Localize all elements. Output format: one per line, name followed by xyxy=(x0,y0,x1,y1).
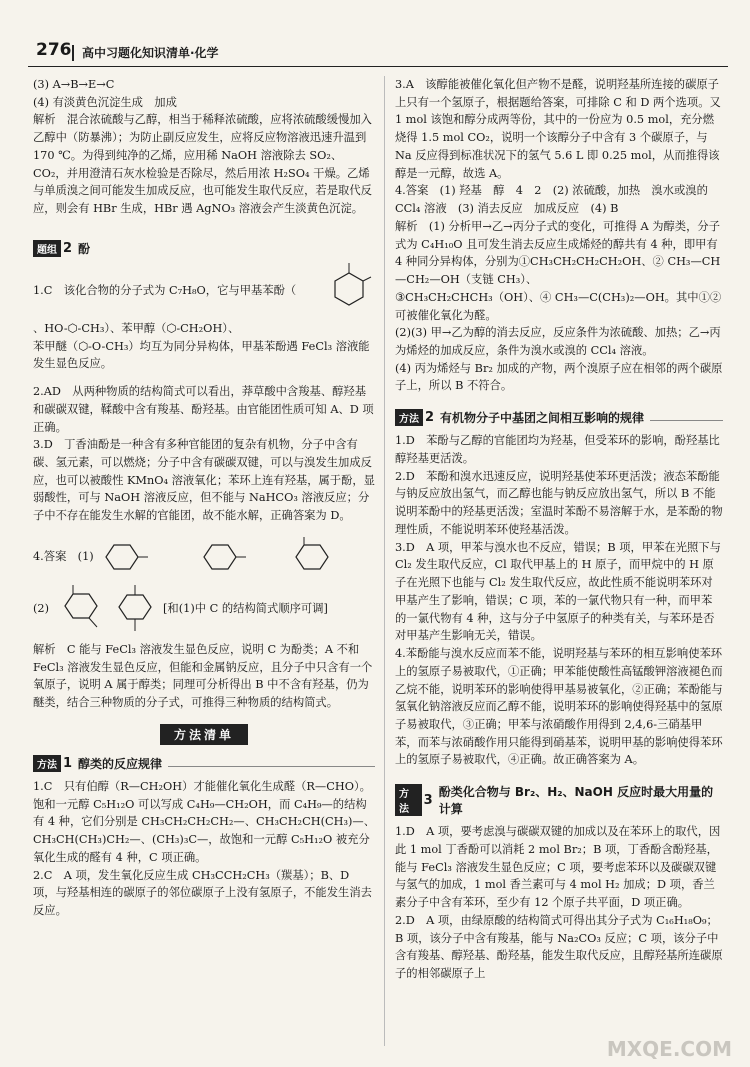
method-heading xyxy=(395,783,723,817)
answer-label: (2) xyxy=(33,602,50,616)
answer-1-row xyxy=(33,263,375,318)
method-number: 2 xyxy=(425,410,435,426)
answer-text: 1.C 该化合物的分子式为 C₇H₈O，它与甲基苯酚（ xyxy=(33,283,297,297)
method-heading xyxy=(395,409,723,426)
text-line: (3) A→B→E→C xyxy=(33,78,115,91)
answer-text: 2.D A 项，由绿原酸的结构简式可得出其分子式为 C₁₆H₁₈O₉；B 项，该分子中含有羧基，能与 Na₂CO₃ 反应；C 项，该分子中含有羧基、醇羟基、酚羟基，能发生取代反应，且醇羟基所连碳原子的相邻碳原子上 xyxy=(395,913,723,981)
answer-text: 3.D 丁香油酚是一种含有多种官能团的复杂有机物，分子中含有碳、氢元素，可以燃烧；分子中含有碳碳双键，可以与溴发生加成反应，也可以被酸性 KMnO₄ 溶液氧化；苯环上连有羟基，属于酚，显弱酸性，可与 NaOH 溶液反应，但不能与 NaHCO₃ 溶液反应；分子中不存在能发生水解的官能团，故不能水解，正确答案为 D。 xyxy=(33,438,375,523)
text-line: (4) 有淡黄色沉淀生成 加成 xyxy=(33,95,177,109)
topic-title: 酚 xyxy=(78,241,91,256)
answer-text: 、HO-⬡-CH₃）、苯甲醇（⬡-CH₂OH）、 xyxy=(33,321,240,335)
answer-4-row-1 xyxy=(33,537,375,577)
method-title: 酚类化合物与 Br₂、H₂、NaOH 反应时最大用量的计算 xyxy=(438,785,714,817)
methylphenol-structure xyxy=(315,263,375,318)
page-header xyxy=(28,40,728,67)
topic-heading xyxy=(33,240,375,257)
analysis-paragraph: (4) 丙为烯烃与 Br₂ 加成的产物，两个溴原子应在相邻的两个碳原子上，所以 B 不符合。 xyxy=(395,361,723,393)
m-cresol-structure xyxy=(57,581,107,636)
header-separator xyxy=(72,45,74,61)
left-column xyxy=(33,76,375,920)
answer-text: 1.C 只有伯醇（R—CH₂OH）才能催化氧化生成醛（R—CHO）。饱和一元醇 C₅H₁₂O 可以写成 C₄H₉—CH₂OH，而 C₄H₉—的结构有 4 种，它们分别是 CH₃CH₂CH₂CH₂—、CH₃CH₂CH(CH₃)—、CH₃CH(CH₃)CH₂—、(CH₃)₃C—，故饱和一元醇 C₅H₁₂O 被充分氧化生成的醛有 4 种，C 项正确。 xyxy=(33,779,376,864)
answer-text: 2.AD 从两种物质的结构简式可以看出，莽草酸中含羧基、醇羟基和碳碳双键，鞣酸中含有羧基、酚羟基。由官能团性质可知 A、D 项正确。 xyxy=(33,385,374,434)
method-tag: 方法 xyxy=(395,784,422,816)
answer-text: 3.A 该醇能被催化氧化但产物不是醛，说明羟基所连接的碳原子上只有一个氢原子，根据题给答案，可排除 C 和 D 两个选项。又 1 mol 该饱和醇分成两等份，其中的一份应为 0.5 mol，充分燃烧得 1.5 mol CO₂，说明一个该醇分子中含有 3 个碳原子，与 Na 反应得到标准状况下的氢气 5.6 L 即 0.25 mol，从而推得该醇是一元醇，故选 A。 xyxy=(395,78,721,180)
answer-text: 1.D A 项，要考虑溴与碳碳双键的加成以及在苯环上的取代，因此 1 mol 丁香酚可以消耗 2 mol Br₂；B 项，丁香酚含酚羟基，能与 FeCl₃ 溶液发生显色反应；C 项，要考虑苯环以及碳碳双键与氢气的加成，1 mol 香兰素可与 4 mol H₂ 加成；D 项，香兰素分子中含有苯环，至少有 12 个原子共平面，D 项正确。 xyxy=(395,825,721,910)
method-tag: 方法 xyxy=(395,409,423,426)
answer-note: [和(1)中 C 的结构简式顺序可调] xyxy=(163,602,328,616)
topic-tag: 题组 xyxy=(33,240,61,257)
answer-text: 4.苯酚能与溴水反应而苯不能，说明羟基与苯环的相互影响使苯环上的氢原子易被取代，①正确；甲苯能使酸性高锰酸钾溶液褪色而乙烷不能，说明苯环的影响使得甲基易被氧化，②正确；苯酚能与氢氧化钠溶液反应而乙醇不能，说明苯环的影响使得羟基中的氢原子易被取代，③正确；甲苯与浓硝酸作用得到 2,4,6-三硝基甲苯，而苯与浓硝酸作用只能得到硝基苯，说明甲基的影响使得苯环上的氢原子易被取代，④正确。故正确答案为 A。 xyxy=(395,647,723,767)
answer-text: 2.C A 项，发生氧化反应生成 CH₃CCH₂CH₃（羰基）；B、D 项，与羟基相连的碳原子的邻位碳原子上没有氢原子，不能发生消去反应。 xyxy=(33,868,372,918)
answer-text: 1.D 苯酚与乙醇的官能团均为羟基，但受苯环的影响，酚羟基比醇羟基更活泼。 xyxy=(395,434,720,465)
answer-text: 3.D A 项，甲苯与溴水也不反应，错误；B 项，甲苯在光照下与 Cl₂ 发生取代反应，Cl 取代甲基上的 H 原子，而甲烷中的 H 原子在光照下也能与 Cl₂ 发生取代反应，故此性质不能说明苯环对甲基产生了影响，错误；C 项，苯的一氯代物只有一种，而甲苯的一氯代物有 4 种，这与分子中氢原子的种类有关，与苯环是否对甲基产生影响无关，错误。 xyxy=(395,540,721,643)
analysis-paragraph: ③CH₃CH₂CHCH₃（OH）、④ CH₃—C(CH₃)₂—OH。其中①②可被催化氧化为醛。 xyxy=(395,290,722,322)
topic-number: 2 xyxy=(63,240,73,256)
right-column xyxy=(395,76,723,983)
answer-text: 苯甲醚（⬡-O-CH₃）均互为同分异构体，甲基苯酚遇 FeCl₃ 溶液能发生显色反应。 xyxy=(33,339,370,371)
analysis-paragraph: 解析 (1) 分析甲→乙→丙分子式的变化，可推得 A 为醇类，分子式为 C₄H₁₀O 且可发生消去反应生成烯烃的醇共有 4 种，即甲有 4 种同分异构体，分别为①CH₃CH₂CH₂CH₂OH、② CH₃—CH—CH₂—OH（支链 CH₃）、 xyxy=(395,219,721,287)
analysis-paragraph: 解析 C 能与 FeCl₃ 溶液发生显色反应，说明 C 为酚类；A 不和 FeCl₃ 溶液发生显色反应，但能和金属钠反应，且分子中只含有一个氧原子，说明 A 属于醇类；同理可分析得出 B 中不含有羟基，仍为醚类，结合三种物质的分子式，可推得三种物质的结构简式。 xyxy=(33,642,373,710)
method-title: 有机物分子中基团之间相互影响的规律 xyxy=(440,411,645,426)
book-title: 高中习题化知识清单·化学 xyxy=(82,46,219,60)
column-divider xyxy=(384,76,385,1046)
answer-label: 4.答案 (1) xyxy=(33,550,94,564)
p-cresol-structure xyxy=(115,579,155,639)
benzyl-alcohol-structure xyxy=(102,541,192,573)
method-title: 醇类的反应规律 xyxy=(78,756,163,771)
method-tag: 方法 xyxy=(33,755,61,772)
analysis-paragraph: 解析 混合浓硫酸与乙醇，相当于稀释浓硫酸，应将浓硫酸缓慢加入乙醇中（防暴沸）；为防止副反应发生，应将反应物溶液迅速升温到170 ℃。为得到纯净的乙烯，应用稀 NaOH 溶液除去 SO₂、CO₂，并用澄清石灰水检验是否除尽，然后用浓 H₂SO₄ 干燥。乙烯与单质溴之间可能发生加成反应，也可能发生取代反应，若是取代反应，则会有 HBr 生成，HBr 遇 AgNO₃ 溶液会产生淡黄色沉淀。 xyxy=(33,113,372,216)
anisole-structure xyxy=(200,541,280,573)
answer-text: 2.D 苯酚和溴水迅速反应，说明羟基使苯环更活泼；液态苯酚能与钠反应放出氢气，而乙醇也能与钠反应放出氢气，所以 B 不能说明苯酚中的羟基更活泼；室温时苯酚不易溶解于水，是苯酚的物理性质，不能说明苯环使羟基活泼。 xyxy=(395,469,723,536)
page-number: 276 xyxy=(36,40,72,60)
watermark: MXQE.COM xyxy=(606,1037,732,1061)
answer-text: 4.答案 (1) 羟基 醇 4 2 (2) 浓硫酸，加热 溴水或溴的 CCl₄ 溶液 (3) 消去反应 加成反应 (4) B xyxy=(395,184,708,216)
method-heading xyxy=(33,755,375,772)
analysis-paragraph: (2)(3) 甲→乙为醇的消去反应，反应条件为浓硫酸、加热；乙→丙为烯烃的加成反应，条件为溴水或溴的 CCl₄ 溶液。 xyxy=(395,326,721,358)
method-number: 1 xyxy=(63,755,73,771)
method-banner: 方法清单 xyxy=(33,724,375,745)
cresol-structure xyxy=(288,537,338,577)
answer-4-row-2 xyxy=(33,579,375,639)
method-number: 3 xyxy=(423,792,433,808)
